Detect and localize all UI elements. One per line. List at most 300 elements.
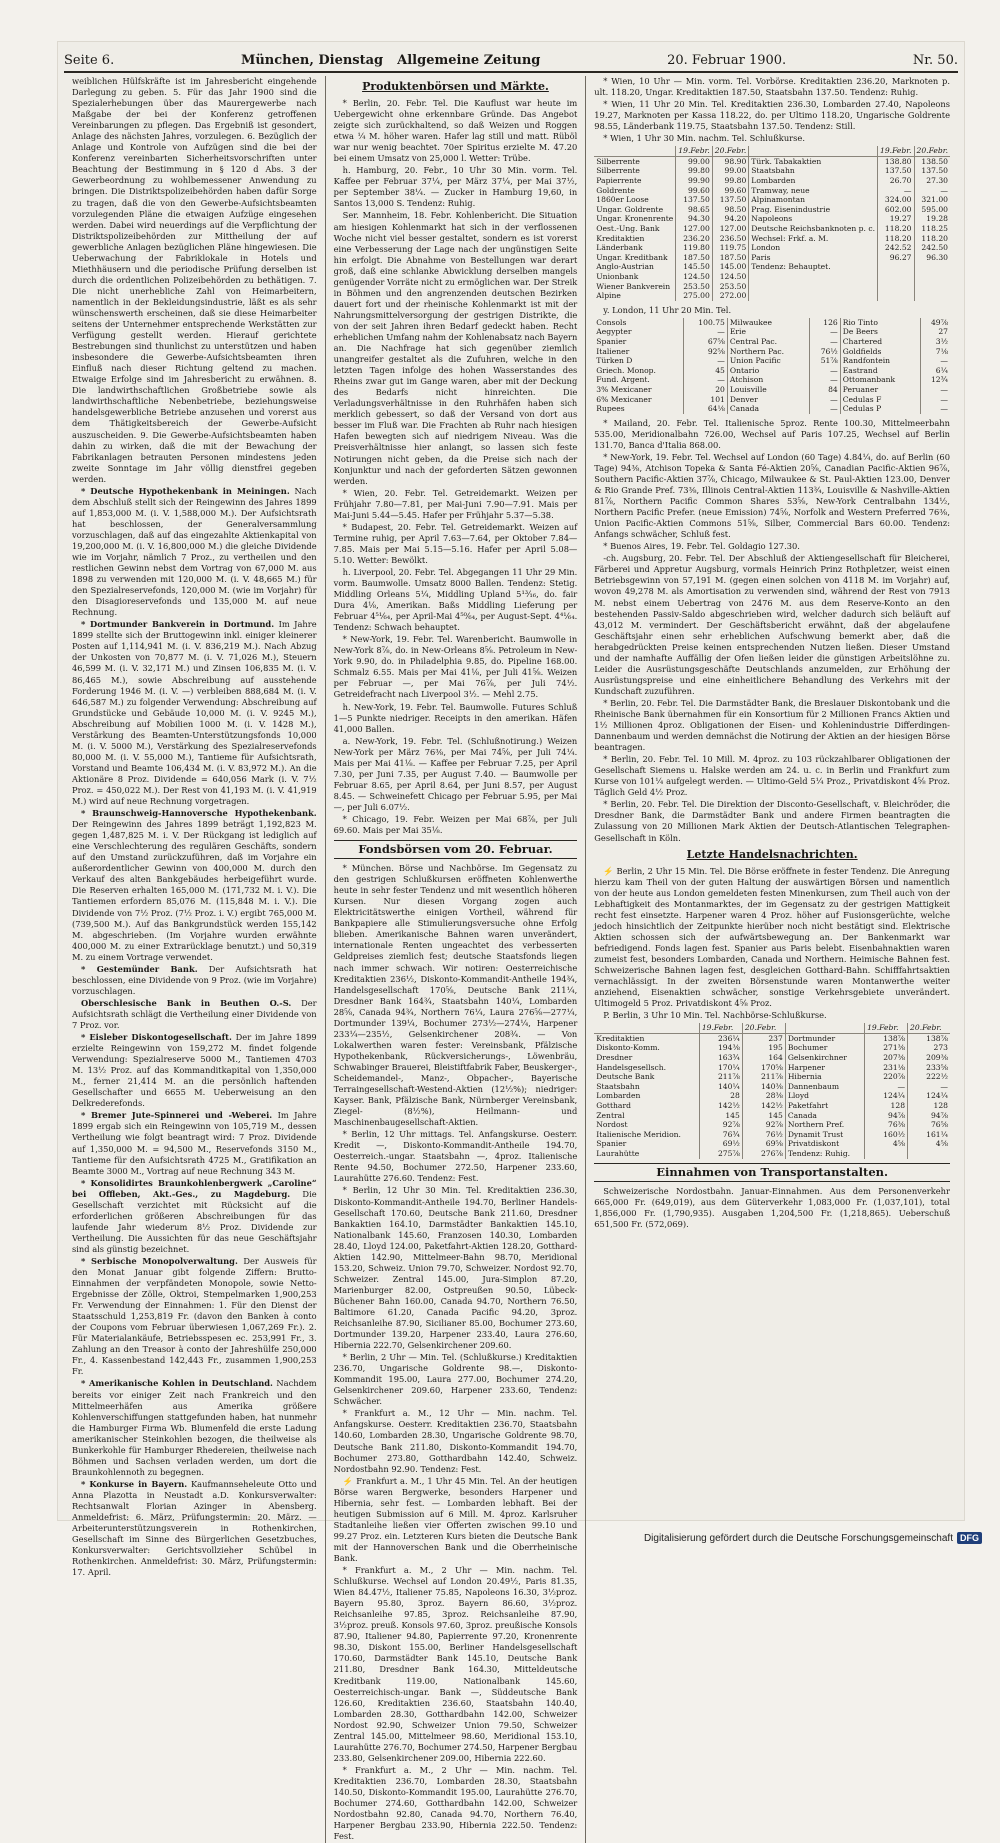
table-cell: 99.00 bbox=[676, 156, 713, 166]
table-row bbox=[594, 375, 950, 385]
article-heading: * Deutsche Hypothekenbank in Meiningen. bbox=[81, 485, 290, 496]
table-cell: 12¾ bbox=[930, 375, 948, 385]
table-cell: Handelsgesellsch. bbox=[594, 1063, 699, 1073]
table-cell: 96.30 bbox=[926, 252, 948, 262]
article-braunschweig-hypothekenbank bbox=[72, 808, 317, 963]
table-row bbox=[594, 327, 950, 337]
table-cell: 236¼ bbox=[699, 1033, 742, 1043]
table-cell: 119.75 bbox=[712, 243, 749, 253]
table-cell: 138.50 bbox=[921, 156, 948, 166]
table-row bbox=[594, 1063, 950, 1073]
wien-kurs-body bbox=[594, 156, 950, 300]
table-cell: 1860er Loose bbox=[594, 195, 676, 205]
report-buenos-aires: * Buenos Aires, 19. Febr. Tel. Goldagio 127.30. bbox=[603, 541, 800, 552]
table-row bbox=[594, 1033, 950, 1043]
table-cell: 4⅝ bbox=[865, 1139, 908, 1149]
table-row bbox=[594, 1043, 950, 1053]
report-london-title: y. London, 11 Uhr 20 Min. Tel. bbox=[603, 304, 732, 315]
article-dortmunder-bankverein bbox=[72, 619, 317, 807]
table-row bbox=[594, 385, 950, 395]
table-cell: 595.00 bbox=[921, 204, 948, 214]
table-cell: Lloyd bbox=[785, 1091, 864, 1101]
column-right bbox=[585, 76, 958, 1843]
report-wien-1120: * Wien, 11 Uhr 20 Min. Tel. Kreditaktien 236.30, Lombarden 27.40, Napoleons 19.27, Marknoten per Kassa 118.22, do. per Ultimo 118.20, Ungarische Goldrente 98.55, Länderbank 119.75, Staatsbahn 137.50. Tendenz: Still. bbox=[594, 99, 950, 132]
table-cell: Hibernia bbox=[785, 1072, 864, 1082]
table-cell: 128 bbox=[933, 1100, 948, 1110]
table-cell: — bbox=[810, 404, 841, 414]
table-header-cell: 20.Febr. bbox=[914, 146, 950, 156]
report-berlin-215: ⚡ Berlin, 2 Uhr 15 Min. Tel. Die Börse eröffnete in fester Tendenz. Die Anregung hierzu kam Theil von der guten Haltung der auswärtigen Börsen und namentlich von der heute aus London gemeldeten festen Minenkursen, zum Theil auch von der Lebhaftigkeit des Montanmarktes, der im Gegensatz zu der gestrigen Mattigkeit recht fest einsetzte. Harpener waren 4 Proz. höher auf Fusionsgerüchte, welche jedoch hinsichtlich der Zeitpunkte hierüber noch nicht bestätigt sind. Elektrische Aktien schossen sich der aufwärtsbewegung an. Der Bankenmarkt war befriedigend. Fonds lagen fest. Spanier aus Paris belebt. Eisenbahnaktien waren zumeist fest, besonders Lombarden, Canada und Northern. Heimische Bahnen fest. Schweizerische Bahnen lagen fest, desgleichen Gotthard-Bahn. Schifffahrtsaktien vernachlässigt. In der zweiten Börsenstunde waren Montanwerthe weiter anziehend, Eisenaktien schwächer, sonstige Verkehrsgebiete unverändert. Ultimogeld 5 Proz. Privatdiskont 4⅝ Proz. bbox=[594, 865, 950, 1009]
table-header-cell: 20.Febr. bbox=[712, 146, 749, 156]
table-cell: 3½ bbox=[935, 337, 948, 347]
table-row bbox=[594, 282, 950, 292]
table-cell: 100.75 bbox=[683, 318, 727, 328]
report-berlin-siemens: * Berlin, 20. Febr. Tel. 10 Mill. M. 4proz. zu 103 rückzahlbarer Obligationen der Gesellschaft Siemens u. Halske werden am 24. u. c. in Berlin und Frankfurt zum Kurse von 101¼ aufgelegt werden. — Ultimo-Geld 5¼ Proz., Privatdiskont 4⅝ Proz. Täglich Geld 4½ Proz. bbox=[594, 754, 950, 798]
table-header-cell bbox=[594, 146, 676, 156]
table-cell: 126 bbox=[810, 318, 841, 328]
table-cell: — bbox=[683, 375, 727, 385]
table-cell: 124¼ bbox=[865, 1091, 908, 1101]
table-cell: Wechsel: Frkf. a. M. bbox=[749, 234, 878, 244]
table-cell: Denver bbox=[727, 395, 809, 405]
table-row bbox=[594, 1149, 950, 1159]
table-header-cell: 19.Febr. bbox=[699, 1023, 742, 1033]
table-cell: 20 bbox=[683, 385, 727, 395]
table-cell: 94⅞ bbox=[865, 1111, 908, 1121]
report-nachboerse-title: P. Berlin, 3 Uhr 10 Min. Tel. Nachbörse-Schlußkurse. bbox=[603, 1010, 827, 1021]
table-cell: Consols bbox=[594, 318, 683, 328]
table-cell bbox=[878, 282, 915, 292]
table-cell: 118.20 bbox=[878, 234, 915, 244]
table-row bbox=[594, 1111, 950, 1121]
table-row bbox=[594, 224, 950, 234]
table-cell: Dortmunder bbox=[785, 1033, 864, 1043]
table-cell: 94⅞ bbox=[930, 1110, 948, 1120]
report-liverpool-baumwolle: h. Liverpool, 20. Febr. Tel. Abgegangen 11 Uhr 29 Min. vorm. Baumwolle. Umsatz 8000 Ballen. Tendenz: Stetig. Middling Orleans 5¼, Middling Upland 5¹³⁄₁₆, do. fair Dura 4⅛, Amerikan. Baßs Middling Lieferung per Februar 4⁵¹⁄₆₄, per April-Mai 4⁵⁰⁄₆₄, per August-Sept. 4⁴¹⁄₆₄. Tendenz: Schwach behauptet. bbox=[333, 566, 578, 633]
table-cell: Rio Tinto bbox=[840, 318, 920, 328]
article-heading: * Konsolidirtes Braunkohlenbergwerk „Caroline“ bei Offleben, Akt.-Ges., zu Magdeburg. bbox=[72, 1177, 317, 1199]
article-heading: * Dortmunder Bankverein in Dortmund. bbox=[81, 619, 275, 630]
table-cell: 99.60 bbox=[712, 186, 749, 196]
table-cell: Papierrente bbox=[594, 176, 676, 186]
table-cell: 161¼ bbox=[926, 1129, 948, 1139]
table-cell: Silberrente bbox=[594, 156, 676, 166]
table-cell: 142½ bbox=[742, 1101, 785, 1111]
table-row bbox=[594, 156, 950, 166]
section-title-transportanstalten: Einnahmen von Transportanstalten. bbox=[594, 1163, 950, 1182]
table-header-cell bbox=[749, 146, 878, 156]
table-cell: Peruaner bbox=[840, 385, 920, 395]
table-cell: 137.50 bbox=[921, 166, 948, 176]
table-cell: 170¼ bbox=[699, 1063, 742, 1073]
table-cell: Napoleons bbox=[749, 214, 878, 224]
table-row bbox=[594, 1053, 950, 1063]
column-left bbox=[64, 76, 325, 1843]
table-cell: 94.20 bbox=[712, 214, 749, 224]
table-cell: Tendenz: Behauptet. bbox=[749, 262, 878, 272]
wien-kurs-table bbox=[594, 146, 950, 301]
issue-number: Nr. 50. bbox=[912, 53, 958, 68]
table-cell bbox=[749, 272, 878, 282]
table-row bbox=[594, 166, 950, 176]
table-row bbox=[594, 291, 950, 301]
table-cell: 128 bbox=[865, 1101, 908, 1111]
article-heading: * Konkurse in Bayern. bbox=[81, 1478, 188, 1489]
table-cell: Spanier bbox=[594, 337, 683, 347]
table-cell: 3% Mexicaner bbox=[594, 385, 683, 395]
report-chicago: * Chicago, 19. Febr. Weizen per Mai 68⅞, per Juli 69.60. Mais per Mai 35⅛. bbox=[333, 814, 578, 836]
table-header-row bbox=[594, 146, 950, 156]
article-body: Nachdem bereits vor einiger Zeit nach Frankreich und den Mittelmeerhäfen aus Amerika größere Kohlenverschiffungen stattgefunden haben, hat nunmehr die Hamburger Firma Wb. Blumenfeld die erste Ladung amerikanischer Steinkohlen bezogen, die theilweise als Bunkerkohle für Hamburger Rhedereien, theilweise nach Böhmen und Sachsen verladen werden, um dort die Braunkohlennoth zu begegnen. bbox=[72, 1378, 317, 1477]
article-serbische-monopol bbox=[72, 1256, 317, 1378]
table-cell: Louisville bbox=[727, 385, 809, 395]
report-newyork-schluss: a. New-York, 19. Febr. Tel. (Schlußnotirung.) Weizen New-York per März 76⅜, per Mai 74⅝, per Juli 74¼. Mais per Mai 41⅛. — Kaffee per Februar 7.25, per April 7.30, per Juni 7.35, per August 7.40. — Baumwolle per Februar 8.65, per April 8.64, per Juni 8.57, per August 8.45. — Schweinefett Chicago per Februar 5.95, per Mai —, per Juli 6.07½. bbox=[333, 735, 578, 812]
table-cell: Italienische Meridion. bbox=[594, 1130, 699, 1140]
article-body: Kaufmannseheleute Otto und Anna Plazotta in Neustadt a.D. Konkursverwalter: Rechtsanwalt Florian Azinger in Abensberg. Anmeldefrist: 6. März, Prüfungstermin: 20. März. — Arbeiterunterstützungsverein in Rothenkirchen, Gesellschaft im Sinne des Bürgerlichen Gesetzbuches, Konkursverwalter: Gerichtsvollzieher Schübel in Rothenkirchen. Anmeldefrist: 30. März, Prüfungstermin: 17. April. bbox=[72, 1478, 317, 1578]
table-row bbox=[594, 253, 950, 263]
table-cell bbox=[749, 282, 878, 292]
paper-title: Allgemeine Zeitung bbox=[397, 53, 541, 68]
article-bremer-jute bbox=[72, 1110, 317, 1176]
report-wien-getreide: * Wien, 20. Febr. Tel. Getreidemarkt. Weizen per Frühjahr 7.80—7.81, per Mai-Juni 7.90—7.91. Mais per Mai-Juni 5.44—5.45. Hafer per Frühjahr 5.37—5.38. bbox=[333, 487, 578, 520]
report-berlin-2uhr: * Berlin, 2 Uhr — Min. Tel. (Schlußkurse.) Kreditaktien 236.70, Ungarische Goldrente 98.—, Diskonto-Kommandit 195.00, Laura 277.00, Bochumer 274.20, Gelsenkirchener 209.60, Harpener 233.60, Tendenz: Schwächer. bbox=[333, 1352, 578, 1407]
article-heading: * Bremer Jute-Spinnerei und -Weberei. bbox=[81, 1110, 273, 1121]
table-cell: 84 bbox=[810, 385, 841, 395]
table-cell: 69½ bbox=[699, 1139, 742, 1149]
section-title-handelsnachrichten: Letzte Handelsnachrichten. bbox=[686, 847, 858, 861]
table-cell: 101 bbox=[683, 395, 727, 405]
table-cell: 49⅞ bbox=[930, 317, 948, 327]
table-cell: Lombarden bbox=[749, 176, 878, 186]
table-cell: Northern Pac. bbox=[727, 347, 809, 357]
article-body: Die Gesellschaft verzichtet mit Rücksicht auf die erforderlichen größeren Abschreibungen für das laufende Jahr wiederum 8½ Proz. Dividende zur Vertheilung. Die Aussichten für das neue Geschäftsjahr sind als günstig bezeichnet. bbox=[72, 1188, 317, 1254]
report-berlin-produkte: * Berlin, 20. Febr. Tel. Die Kauflust war heute im Uebergewicht ohne erkennbare Gründe. Das Angebot zeigte sich zurückhaltend, so daß Weizen und Roggen etwa ¼ M. höher waren. Hafer lag still und matt. Rüböl war nur wenig beachtet. 70er Spiritus erzielte M. 47.20 bei einem Umsatz von 25,000 l. Wetter: Trübe. bbox=[333, 98, 578, 164]
table-row bbox=[594, 1082, 950, 1092]
london-kurs-table bbox=[594, 318, 950, 414]
article-heading: * Braunschweig-Hannoversche Hypothekenbank. bbox=[81, 808, 317, 819]
table-cell: 127.00 bbox=[712, 224, 749, 234]
table-cell: 27.30 bbox=[926, 176, 948, 186]
london-kurs-body bbox=[594, 318, 950, 414]
report-frankfurt-schluss: * Frankfurt a. M., 2 Uhr — Min. nachm. Tel. Schlußkurse. Wechsel auf London 20.49½, Paris 81.35, Wien 84.47½, Italiener 75.85, Napoleons 16.30, 3½proz. Bayern 95.80, 3proz. Bayern 86.60, 3½proz. Reichsanleihe 97.85, 3proz. Reichsanleihe 87.90, 3½proz. preuß. Konsols 97.60, 3proz. preußische Konsols 87.90, Italiener 94.80, Papierrente 97.20, Kronenrente 98.30, Diskont 155.00, Berliner Handelsgesellschaft 170.60, Darmstädter Bank 145.10, Deutsche Bank 211.80, Dresdner Bank 164.30, Mitteldeutsche Kreditbank 119.00, Nationalbank 145.60, Oesterreichisch-ungar. Bank —, Süddeutsche Bank 126.60, Kreditaktien 236.60, Staatsbahn 140.40, Lombarden 28.30, Gotthardbahn 142.00, Schweizer Nordost 92.90, Schweizer Union 79.50, Schweizer Zentral 145.00, Mittelmeer 98.60, Meridional 153.10, Laurahütte 276.70, Bochumer 274.50, Harpener Bergbau 233.80, Gelsenkirchener 209.00, Hibernia 222.60. bbox=[333, 1565, 578, 1763]
table-cell: — bbox=[940, 1081, 948, 1091]
table-cell: Milwaukee bbox=[727, 318, 809, 328]
article-body: Nach dem Abschluß stellt sich der Reingewinn des Jahres 1899 auf 1,853,000 M. (i. V. 1,588,000 M.). Der Aufsichtsrath hat beschlossen, der Generalversammlung vorzuschlagen, daß auf das eingezahlte Aktienkapital von 19,200,000 M. (i. V. 16,800,000 M.) die gleiche Dividende wie im Vorjahr, nämlich 7 Proz., zu vertheilen und den restlichen Gewinn nebst dem Vortrag von 67,000 M. aus 1898 zu verwenden mit 120,000 M. (i. V. 48,665 M.) für den Spezialreservefonds, 120,000 M. (wie im Vorjahr) für den Disagioreservefonds und 135,000 M. auf neue Rechnung. bbox=[72, 485, 317, 618]
report-muenchen-boerse: * München. Börse und Nachbörse. Im Gegensatz zu den gestrigen Schlußkursen eröffneten Kohlenwerthe heute in sehr fester Tendenz und mit wesentlich höheren Kursen. Nur diesen Vorgang zogen auch Elektricitätswerthe einigen Vortheil, während für Bankpapiere alle Stimulierungsversuche ohne Erfolg blieben. Amerikanische Bahnen waren unverändert, internationale Renten ungeachtet des verbesserten Geldpreises ziemlich fest; deutsche Staatsfonds liegen nach immer schwach. Wir notiren: Oesterreichische Kreditaktien 236½, Diskonto-Kommandit-Antheile 194¾, Handelsgesellschaft 170⅝, Deutsche Bank 211¼, Dresdner Bank 164¾, Staatsbahn 140¼, Lombarden 28⅝, Canada 94¾, Northern 76¼, Laura 276⅝—277¼, Dortmunder 139¼, Bochumer 273½—274¼, Harpener 233¼—235½, Gelsenkirchener 208¾. — Von Lokalwerthen waren fester: Vereinsbank, Pfälzische Hypothekenbank, Rückversicherungs-, Löwenbräu, Schwabinger Brauerei, Bleistiftfabrik Faber, Beuskerger-, Scheidemandel-, Manz-, Obpacher-, Bayerische Terraingesellschaft-Westend-Aktien (12½%); niedriger: Kayser. Bank, Pfälzische Bank, Nürnberger Vereinsbank, Ziegel- (8½%), Heilmann- und Maschinenbaugesellschaft-Aktien. bbox=[333, 863, 578, 1128]
table-cell: Rupees bbox=[594, 404, 683, 414]
report-nordostbahn: Schweizerische Nordostbahn. Januar-Einnahmen. Aus dem Personenverkehr 665,000 Fr. (649,019), aus dem Güterverkehr 1,083,000 Fr. (1,037,101), total 1,856,000 Fr. (1,790,935). Ausgaben 1,204,500 Fr. (1,218,865). Ueberschuß 651,500 Fr. (572,069). bbox=[594, 1185, 950, 1229]
table-cell: 253.50 bbox=[676, 282, 713, 292]
table-cell: 98.65 bbox=[676, 205, 713, 215]
report-berlin-disconto: * Berlin, 20. Febr. Tel. Die Direktion der Disconto-Gesellschaft, v. Bleichröder, die Dresdner Bank, die Darmstädter Bank und andere Firmen beantragten die Zulassung von 20 Millionen Mark Aktien der Deutsch-Atlantischen Telegraphen-Gesellschaft in Köln. bbox=[594, 799, 950, 843]
table-cell: 28 bbox=[699, 1091, 742, 1101]
table-cell: Oest.-Ung. Bank bbox=[594, 224, 676, 234]
table-cell: 602.00 bbox=[878, 205, 915, 215]
table-cell: 236.20 bbox=[676, 234, 713, 244]
table-header-cell: 19.Febr. bbox=[865, 1023, 908, 1033]
section-title-fondsboersen: Fondsbörsen vom 20. Februar. bbox=[334, 840, 578, 859]
article-body: Der Aufsichtsrath schlägt die Vertheilung einer Dividende von 7 Proz. vor. bbox=[72, 997, 317, 1030]
report-mannheim-kohlen: Ser. Mannheim, 18. Febr. Kohlenbericht. Die Situation am hiesigen Kohlenmarkt hat sich in der verflossenen Woche nicht viel besser gestaltet, sondern es ist vorerst eine Verbesserung der Lage nach der ungünstigen Seite hin erfolgt. Die Abnahme von Bestellungen war derart groß, daß eine schlanke Abwicklung derselben mangels genügender Vorräte nicht zu ermöglichen war. Der Streik in Böhmen und den angrenzenden deutschen Bezirken dauert fort und der rheinische Kohlenmarkt ist mit der Nahrungsmittelversorgung der gestrigen Distrikte, die von der seit Jahren ihren Bedarf gedeckt haben. Recht erheblichen Umfang nahm der Kohlenabsatz nach Bayern an. Die Nachfrage hat sich gegenüber ziemlich unangreifer gestaltet als die Zufuhren, welche in den letzten Tagen infolge des hohen Wasserstandes des Rheins zwar gut im Gange waren, aber mit der Deckung des Bedarfs nicht hinreichten. Die Verladungsverhältnisse in den Ruhrhäfen haben sich merklich gebessert, so daß der Versand von dort aus besser im Fluß war. Die Frachten ab Ruhr nach hiesigen Hafen bewegten sich auf niedrigem Niveau. Was die Preisverhältnisse hier anlangt, so lassen sich feste Notirungen nicht geben, da die Preise sich nach der Konjunktur und nach der geforderten Sätzen gewonnen werden. bbox=[333, 210, 578, 486]
table-cell: 163¾ bbox=[699, 1053, 742, 1063]
article-body: Im Jahre 1899 stellte sich der Bruttogewinn inkl. einiger kleinerer Posten auf 1,114,941 M. (i. V. 836,219 M.). Nach Abzug der Unkosten von 70,877 M. (i. V. 71,026 M.), Steuern 46,599 M. (i. V. 32,171 M.) und Zinsen 106,835 M. (i. V. 86,465 M.), sowie Abschreibung auf ausstehende Forderung 1946 M. (i. V. —) verbleiben 888,684 M. (i. V. 646,587 M.) zu folgender Verwendung: Abschreibung auf Grundstücke und Gebäude 10,000 M. (i. V. 9245 M.), Abschreibung auf Mobilien 1000 M. (i. V. 1428 M.), Verstärkung des Beamten-Unterstützungsfonds 10,000 M. (i. V. 5000 M.), Verstärkung des Spezialreservefonds 80,000 M. (i. V. 55,000 M.), Tantieme für Aufsichtsrath, Vorstand und Beamte 106,434 M. (i. V. 83,972 M.). An die Aktionäre 8 Proz. Dividende = 640,056 Mark (i. V. 7½ Proz. = 450,022 M.). Der Rest von 41,193 M. (i. V. 41,919 M.) wird auf neue Rechnung vorgetragen. bbox=[72, 619, 317, 807]
table-cell: 242.52 bbox=[878, 243, 915, 253]
table-row bbox=[594, 404, 950, 414]
table-cell: Deutsche Reichsbanknoten p. c. bbox=[749, 224, 878, 234]
table-cell: Randfontein bbox=[840, 356, 920, 366]
table-cell: 92⅝ bbox=[683, 347, 727, 357]
table-cell: Staatsbahn bbox=[749, 166, 878, 176]
article-intro: weiblichen Hülfskräfte ist im Jahresbericht eingehende Darlegung zu geben. 5. Für das Jahr 1900 sind die Spezialerhebungen über das Maurergewerbe nach Maßgabe der bei der Konferenz getroffenen Vereinbarungen zu pflegen. Das Ergebniß ist gesondert, Anlage des nächsten Jahres, vorzulegen. 6. Bezüglich der Anlage und Kontrole von Aufzügen sind die bei der Konferenz vereinbarten Sicherheitsvorschriften unter Beachtung der Bestimmung in § 120 d Abs. 3 der Gewerbeordnung zu wohlbemessener Anwendung zu bringen. Die Distriktspolizeibehörden haben dafür Sorge zu tragen, daß die von den Gewerbe-Aufsichtsbeamten vorzulegenden Pläne die etwaigen Aufzüge eingesehen werden. Dabei wird neuerdings auf die Verpflichtung der Distriktspolizeibehörden zur Mittheilung der auf gewerbliche Anlagen bezüglichen Pläne hingewiesen. Die Ueberwachung der Fabriklokale in Hotels und Miethhäusern und die periodische Prüfung derselben ist durch die ordentlichen Polizeibehörden zu bethätigen. 7. Die nicht unerhebliche Zahl von Heimarbeitern, namentlich in der Bekleidungsindustrie, läßt es als sehr wünschenswerth erscheinen, daß sie diese Heimarbeiter seitens der Unternehmer entsprechende Werkstätten zur Verfügung gestellt werden. Hierauf gerichtete Bestrebungen sind thunlichst zu unterstützen und haben insbesondere die Gewerbe-Aufsichtsbeamten ihren Einfluß nach dieser Richtung geltend zu machen. Etwaige Erfolge sind im Jahresbericht zu erwähnen. 8. Die landwirthschaftlichen Großbetriebe sowie als landwirthschaftliche Nebenbetriebe, beziehungsweise handelsgewerbliche Betriebe anzusehen und vorerst aus dem Thätigkeitsbereich der Gewerbe-Aufsicht auszuscheiden. 9. Die Gewerbe-Aufsichtsbeamten haben dahin zu wirken, daß die mit der Bewachung der Fabrikanlagen betrauten Personen mindestens jeden zweite Sonntage im Jahr völlig dienstfrei gegeben werden. bbox=[72, 76, 317, 484]
table-cell: — bbox=[683, 327, 727, 337]
table-cell: 92⅞ bbox=[742, 1120, 785, 1130]
table-cell: — bbox=[940, 185, 948, 195]
table-cell: 124.50 bbox=[676, 272, 713, 282]
issue-date: 20. Februar 1900. bbox=[667, 53, 787, 68]
table-cell: — bbox=[683, 356, 727, 366]
table-cell: — bbox=[940, 384, 948, 394]
table-cell: Diskonto-Komm. bbox=[594, 1043, 699, 1053]
table-cell: Unionbank bbox=[594, 272, 676, 282]
table-cell: 138⅞ bbox=[926, 1033, 948, 1043]
article-body: Der Aufsichtsrath hat beschlossen, eine Dividende von 9 Proz. (wie im Vorjahre) vorzuschlagen. bbox=[72, 963, 317, 996]
table-cell: 76¾ bbox=[699, 1130, 742, 1140]
table-cell: 99.80 bbox=[712, 176, 749, 186]
table-cell: 26.70 bbox=[878, 176, 915, 186]
table-cell: — bbox=[810, 327, 841, 337]
table-cell: Northern Pref. bbox=[785, 1120, 864, 1130]
table-cell: — bbox=[810, 366, 841, 376]
table-cell: 272.00 bbox=[712, 291, 749, 301]
table-row bbox=[594, 243, 950, 253]
table-header-cell: 19.Febr. bbox=[878, 146, 915, 156]
table-cell: Italiener bbox=[594, 347, 683, 357]
report-newyork-baumwolle: h. New-York, 19. Febr. Tel. Baumwolle. Futures Schluß 1—5 Punkte niedriger. Receipts in den amerikan. Häfen 41,000 Ballen. bbox=[333, 701, 578, 734]
table-cell: 69⅝ bbox=[742, 1139, 785, 1149]
table-header-row bbox=[594, 1023, 950, 1033]
table-cell: Tendenz: Ruhig. bbox=[785, 1149, 864, 1159]
report-wien-vorboerse: * Wien, 10 Uhr — Min. vorm. Tel. Vorbörse. Kreditaktien 236.20, Marknoten p. ult. 118.20, Ungar. Kreditaktien 187.50, Staatsbahn 137.50. Tendenz: Ruhig. bbox=[594, 76, 950, 98]
table-cell: 124.50 bbox=[712, 272, 749, 282]
table-cell: 19.27 bbox=[878, 214, 915, 224]
table-cell: 170⅝ bbox=[742, 1063, 785, 1073]
place-day: München, Dienstag bbox=[240, 53, 384, 68]
table-cell: Eastrand bbox=[840, 366, 920, 376]
table-cell: 98.50 bbox=[712, 205, 749, 215]
report-frankfurt-12uhr: * Frankfurt a. M., 12 Uhr — Min. nachm. Tel. Anfangskurse. Oesterr. Kreditaktien 236.70, Staatsbahn 140.60, Lombarden 28.30, Ungarische Goldrente 98.70, Deutsche Bank 211.80, Diskonto-Kommandit 194.70, Bochumer 273.80, Gotthardbahn 142.40, Schweiz. Nordostbahn 92.90. Tendenz: Fest. bbox=[333, 1408, 578, 1474]
table-cell: Gotthard bbox=[594, 1101, 699, 1111]
table-cell: 211⅞ bbox=[742, 1072, 785, 1082]
report-frankfurt-2uhr: * Frankfurt a. M., 2 Uhr — Min. nachm. Tel. Kreditaktien 236.70, Lombarden 28.30, Staatsbahn 140.50, Diskonto-Kommandit 195.00, Laurahütte 276.70, Bochumer 274.60, Gotthardbahn 142.00, Schweizer Nordostbahn 92.80, Canada 94.70, Northern 76.40, Harpener Bergbau 233.90, Hibernia 222.50. Tendenz: Fest. bbox=[333, 1764, 578, 1842]
article-heading: * Serbische Monopolverwaltung. bbox=[81, 1255, 238, 1266]
table-cell: Harpener bbox=[785, 1063, 864, 1073]
report-mailand: * Mailand, 20. Febr. Tel. Italienische 5proz. Rente 100.30, Mittelmeerbahn 535.00, Meridionalbahn 726.00, Wechsel auf Paris 107.25, Wechsel auf Berlin 131.70, Banca d'Italia 868.00. bbox=[594, 417, 950, 450]
table-cell: Anglo-Austrian bbox=[594, 262, 676, 272]
article-gestemuender-bank bbox=[72, 964, 317, 997]
table-cell: 118.20 bbox=[878, 224, 915, 234]
table-cell: Ontario bbox=[727, 366, 809, 376]
table-cell: 164 bbox=[742, 1053, 785, 1063]
table-header-cell: 19.Febr. bbox=[676, 146, 713, 156]
table-cell: Chartered bbox=[840, 337, 920, 347]
table-cell: Zentral bbox=[594, 1111, 699, 1121]
article-eisleber-diskonto bbox=[72, 1032, 317, 1109]
table-cell: Wiener Bankverein bbox=[594, 282, 676, 292]
article-konkurse-bayern bbox=[72, 1479, 317, 1578]
table-cell: Dannenbaum bbox=[785, 1082, 864, 1092]
table-cell: 145 bbox=[699, 1111, 742, 1121]
table-cell: Alpinamontan bbox=[749, 195, 878, 205]
table-cell: 98.90 bbox=[712, 156, 749, 166]
table-cell: Silberrente bbox=[594, 166, 676, 176]
table-cell: 19.28 bbox=[926, 214, 948, 224]
table-cell: 275.00 bbox=[676, 291, 713, 301]
article-body: Der Reingewinn des Jahres 1899 beträgt 1,192,823 M. gegen 1,487,825 M. i. V. Der Rückgang ist lediglich auf eine Verschlechterung des regulären Geschäfts, sondern auf den Umstand zurückzuführen, daß im Vorjahre ein außerordentlicher Gewinn von 400,000 M. durch den Verkauf des alten Bankgebäudes herbeigeführt wurde. Die Reserven erhalten 165,000 M. (171,732 M. i. V.). Die Tantiemen erfordern 85,076 M. (115,848 M. i. V.). Die Dividende von 7½ Proz. (7½ Proz. i. V.) ergibt 765,000 M. (739,500 M.). Auf das Bankgrundstück werden 155,142 M. abgeschrieben. (Im Vorjahre wurden erwähnte 400,000 M. zu einer Extrarücklage benutzt.) und 50,319 M. zu einem Vortrage verwendet. bbox=[72, 819, 317, 962]
table-row bbox=[594, 195, 950, 205]
table-cell: 64⅛ bbox=[683, 404, 727, 414]
table-cell: 194⅜ bbox=[699, 1043, 742, 1053]
article-heading: Oberschlesische Bank in Beuthen O.-S. bbox=[81, 997, 292, 1008]
table-cell: 99.60 bbox=[676, 186, 713, 196]
table-row bbox=[594, 262, 950, 272]
table-cell: 94.30 bbox=[676, 214, 713, 224]
report-newyork-waren: * New-York, 19. Febr. Tel. Warenbericht. Baumwolle in New-York 8⅞, do. in New-Orleans 8⅝. Petroleum in New-York 9.90, do. in Philadelphia 9.85, do. Pipeline 168.00. Schmalz 6.55. Mais per Mai 41⅛, per Juli 41⅝. Weizen per Februar —, per Mai 76⅞, per Juli 74½. Getreidefracht nach Liverpool 3½. — Mehl 2.75. bbox=[333, 634, 578, 700]
table-cell: — bbox=[940, 394, 948, 404]
table-cell: 187.50 bbox=[676, 253, 713, 263]
table-cell: Gelsenkirchner bbox=[785, 1053, 864, 1063]
table-cell: Türken D bbox=[594, 356, 683, 366]
table-cell: Länderbank bbox=[594, 243, 676, 253]
table-row bbox=[594, 337, 950, 347]
table-cell: 76⅝ bbox=[930, 1120, 948, 1130]
table-row bbox=[594, 1072, 950, 1082]
table-cell: 207⅜ bbox=[865, 1053, 908, 1063]
nachboerse-kurs-table bbox=[594, 1023, 950, 1158]
article-heading: * Gestemünder Bank. bbox=[81, 963, 198, 974]
table-cell: 99.00 bbox=[712, 166, 749, 176]
report-berlin-darmstaedter: * Berlin, 20. Febr. Tel. Die Darmstädter Bank, die Breslauer Diskontobank und die Rheinische Bank übernahmen für ein Konsortium für 2 Millionen Francs Aktien und 1½ Millionen 4proz. Obligationen der Eisen- und Kohlenindustrie Differdingen-Dannenbaum und werden demnächst die Notirung der Aktien an der hiesigen Börse beantragen. bbox=[594, 697, 950, 753]
table-header-cell: 20.Febr. bbox=[742, 1023, 785, 1033]
table-cell: 76½ bbox=[742, 1130, 785, 1140]
table-row bbox=[594, 186, 950, 196]
table-cell: Atchison bbox=[727, 375, 809, 385]
dfg-logo-icon: DFG bbox=[957, 1532, 982, 1544]
report-berlin-12uhr: * Berlin, 12 Uhr mittags. Tel. Anfangskurse. Oesterr. Kredit —, Diskonto-Kommandit-Antheile 194.70, Oesterreich.-ungar. Staatsbahn —, 4proz. Italienische Rente 94.50, Bochumer 272.50, Harpener 233.60, Laurahütte 276.60. Tendenz: Fest. bbox=[333, 1129, 578, 1184]
table-cell: Paris bbox=[749, 253, 878, 263]
table-cell: 137.50 bbox=[676, 195, 713, 205]
table-cell: 237 bbox=[742, 1033, 785, 1043]
table-cell: 160½ bbox=[865, 1130, 908, 1140]
table-cell: 27 bbox=[938, 327, 948, 337]
table-cell: 222½ bbox=[926, 1072, 948, 1082]
table-header-cell: 20.Febr. bbox=[908, 1023, 950, 1033]
table-cell: — bbox=[878, 186, 915, 196]
table-cell: Griech. Monop. bbox=[594, 366, 683, 376]
table-row bbox=[594, 1139, 950, 1149]
table-cell: 145.50 bbox=[676, 262, 713, 272]
table-cell: 276⅞ bbox=[742, 1149, 785, 1159]
table-cell: Kreditaktien bbox=[594, 1033, 699, 1043]
table-cell: 220⅞ bbox=[865, 1072, 908, 1082]
table-cell: De Beers bbox=[840, 327, 920, 337]
table-cell: Alpine bbox=[594, 291, 676, 301]
table-cell: Ottomanbank bbox=[840, 375, 920, 385]
table-cell: 76⅜ bbox=[865, 1120, 908, 1130]
article-amerikanische-kohlen bbox=[72, 1378, 317, 1477]
table-row bbox=[594, 234, 950, 244]
table-row bbox=[594, 1091, 950, 1101]
table-cell: 324.00 bbox=[878, 195, 915, 205]
table-cell: Dresdner bbox=[594, 1053, 699, 1063]
table-cell bbox=[914, 282, 950, 292]
article-body: Der Ausweis für den Monat Januar gibt folgende Ziffern: Brutto-Einnahmen der verpfändeten Monopole, sowie Netto-Ergebnisse der Zölle, Oktroi, Stempelmarken 1,900,253 Fr. Verwendung der Einnahmen: 1. Für den Dienst der Staatsschuld 1,253,819 Fr. (davon den Banken à conto der Coupons vom Februar überwiesen 1,067,269 Fr.). 2. Für Materialankäufe, Betriebsspesen ec. 253,991 Fr., 3. Zahlung an den Treasor à conto der Jahreshülfe 250,000 Fr., 4. Kassenbestand 142,443 Fr., zusammen 1,900,253 Fr. bbox=[72, 1255, 317, 1377]
table-cell: — bbox=[810, 337, 841, 347]
table-cell bbox=[878, 262, 915, 272]
table-cell: — bbox=[810, 375, 841, 385]
table-cell: Dynamit Trust bbox=[785, 1130, 864, 1140]
table-cell: 127.00 bbox=[676, 224, 713, 234]
table-cell: 45 bbox=[683, 366, 727, 376]
table-cell: Goldrente bbox=[594, 186, 676, 196]
table-cell: 195 bbox=[742, 1043, 785, 1053]
table-cell: 118.20 bbox=[921, 233, 948, 243]
report-berlin-1230: * Berlin, 12 Uhr 30 Min. Tel. Kreditaktien 236.30, Diskonto-Kommandit-Antheile 194.70, Berliner Handels-Gesellschaft 170.60, Deutsche Bank 211.60, Dresdner Bankaktien 164.10, Darmstädter Bankaktien 145.10, Nationalbank 145.60, Franzosen 140.30, Lombarden 28.40, Lloyd 124.00, Paketfahrt-Aktien 128.20, Gotthard-Aktien 142.90, Mittelmeer-Bahn 98.70, Meridional 153.20, Schweiz. Union 79.70, Schweizer. Nordost 92.70, Schweizer. Zentral 145.00, Jura-Simplon 87.20, Marienburger 82.00, Ostpreußen 90.50, Lübeck-Büchener Bahn 160.00, Canada 94.70, Northern 76.50, Baltimore 61.20, Canada Pacific 94.20, 3proz. Reichsanleihe 87.90, Sicilianer 85.00, Bochumer 273.60, Dortmunder 139.20, Harpener 233.40, Laura 276.60, Hibernia 222.70, Gelsenkirchener 209.60. bbox=[333, 1185, 578, 1351]
table-cell: 51⅞ bbox=[810, 356, 841, 366]
table-cell: 137.50 bbox=[878, 166, 915, 176]
article-body: Im Jahre 1899 ergab sich ein Reingewinn von 105,719 M., dessen Vertheilung wie folgt beantragt wird: 7 Proz. Dividende auf 1,350,000 M. = 94,500 M., Reservefonds 3150 M., Tantieme für den Aufsichtsrath 4725 M., Gratifikation an Beamte 3000 M., Vortrag auf neue Rechnung 343 M. bbox=[72, 1110, 317, 1176]
article-heading: * Amerikanische Kohlen in Deutschland. bbox=[81, 1378, 273, 1389]
table-header-cell bbox=[785, 1023, 864, 1033]
table-cell: 145 bbox=[742, 1111, 785, 1121]
table-cell: 242.50 bbox=[921, 243, 948, 253]
table-cell: 321.00 bbox=[921, 195, 948, 205]
table-cell: Nordost bbox=[594, 1120, 699, 1130]
table-cell: 145.00 bbox=[712, 262, 749, 272]
report-frankfurt-145: ⚡ Frankfurt a. M., 1 Uhr 45 Min. Tel. An der heutigen Börse waren Bergwerke, besonders Harpener und Hibernia, sehr fest. — Lombarden lebhaft. Bei der heutigen Submission auf 6 Mill. M. 4proz. Karlsruher Stadtanleihe ließen vier Offerten zwischen 99.10 und 99.27 Proz. ein. Letzteren Kurs bieten die Deutsche Bank mit der Hannoverschen Bank und die Oberrheinische Bank. bbox=[333, 1475, 578, 1563]
footer-text: Digitalisierung gefördert durch die Deutsche Forschungsgemeinschaft bbox=[643, 1532, 953, 1544]
table-cell: 4⅝ bbox=[935, 1139, 948, 1149]
table-cell: 96.27 bbox=[878, 253, 915, 263]
article-oberschlesische-bank bbox=[72, 998, 317, 1031]
table-cell: 6% Mexicaner bbox=[594, 395, 683, 405]
table-cell: 211⅞ bbox=[699, 1072, 742, 1082]
report-wien-schluss-title: * Wien, 1 Uhr 30 Min. nachm. Tel. Schlußkurse. bbox=[603, 133, 805, 144]
table-cell: 140⅜ bbox=[742, 1082, 785, 1092]
table-cell: Spanier bbox=[594, 1139, 699, 1149]
table-cell bbox=[914, 262, 950, 272]
table-row bbox=[594, 347, 950, 357]
table-cell: 233⅝ bbox=[926, 1062, 948, 1072]
table-row bbox=[594, 318, 950, 328]
column-middle bbox=[325, 76, 586, 1843]
table-row bbox=[594, 214, 950, 224]
report-augsburg-bleicherei: -ch. Augsburg, 20. Febr. Tel. Der Abschluß der Aktiengesellschaft für Bleicherei, Färberei und Appretur Augsburg, vormals Heinrich Prinz Rothpletzer, weist einen Betriebsgewinn von 57,191 M. (gegen einen solchen von 4118 M. im Vorjahr) auf, wovon 49,278 M. als Amortisation zu verwenden sind, während der Rest von 7913 M. nebst einem Uebertrag von 2476 M. aus dem Reserve-Konto an den bestehenden Passiv-Saldo abgeschrieben wird, welcher dadurch sich beläuft auf 43,012 M. vermindert. Der Geschäftsbericht erwähnt, daß der abgelaufene Geschäftsjahr einen sehr erheblichen Aufschwung bemerkt aber, daß die herabgedrückten Preise keinen entsprechenden Nutzen ließen. Dieser Umstand und der namhafte Auffällig der Ofen ließen leider die günstigen Arbeitslöhne zu. Leider die Ausrüstungsgeschäfte Deutschlands anzumelden, zur Erhöhung der Ausrüstungspreise und eine einheitlichere Behandlung des Verkehrs mit der Kundschaft zuzuführen. bbox=[594, 553, 950, 696]
table-cell: Union Pacific bbox=[727, 356, 809, 366]
section-title-produktenboersen: Produktenbörsen und Märkte. bbox=[362, 80, 549, 93]
table-cell: 138⅞ bbox=[865, 1033, 908, 1043]
table-cell: 275⅞ bbox=[699, 1149, 742, 1159]
table-cell: — bbox=[865, 1082, 908, 1092]
table-cell: 209⅜ bbox=[926, 1052, 948, 1062]
page-header bbox=[64, 42, 958, 73]
table-header-cell bbox=[594, 1023, 699, 1033]
masthead bbox=[241, 53, 540, 68]
article-braunkohlenbergwerk-caroline bbox=[72, 1178, 317, 1255]
table-cell: Lombarden bbox=[594, 1091, 699, 1101]
table-cell: Laurahütte bbox=[594, 1149, 699, 1159]
article-heading: * Eisleber Diskontogesellschaft. bbox=[81, 1032, 232, 1043]
article-hypothekenbank-meiningen bbox=[72, 486, 317, 619]
